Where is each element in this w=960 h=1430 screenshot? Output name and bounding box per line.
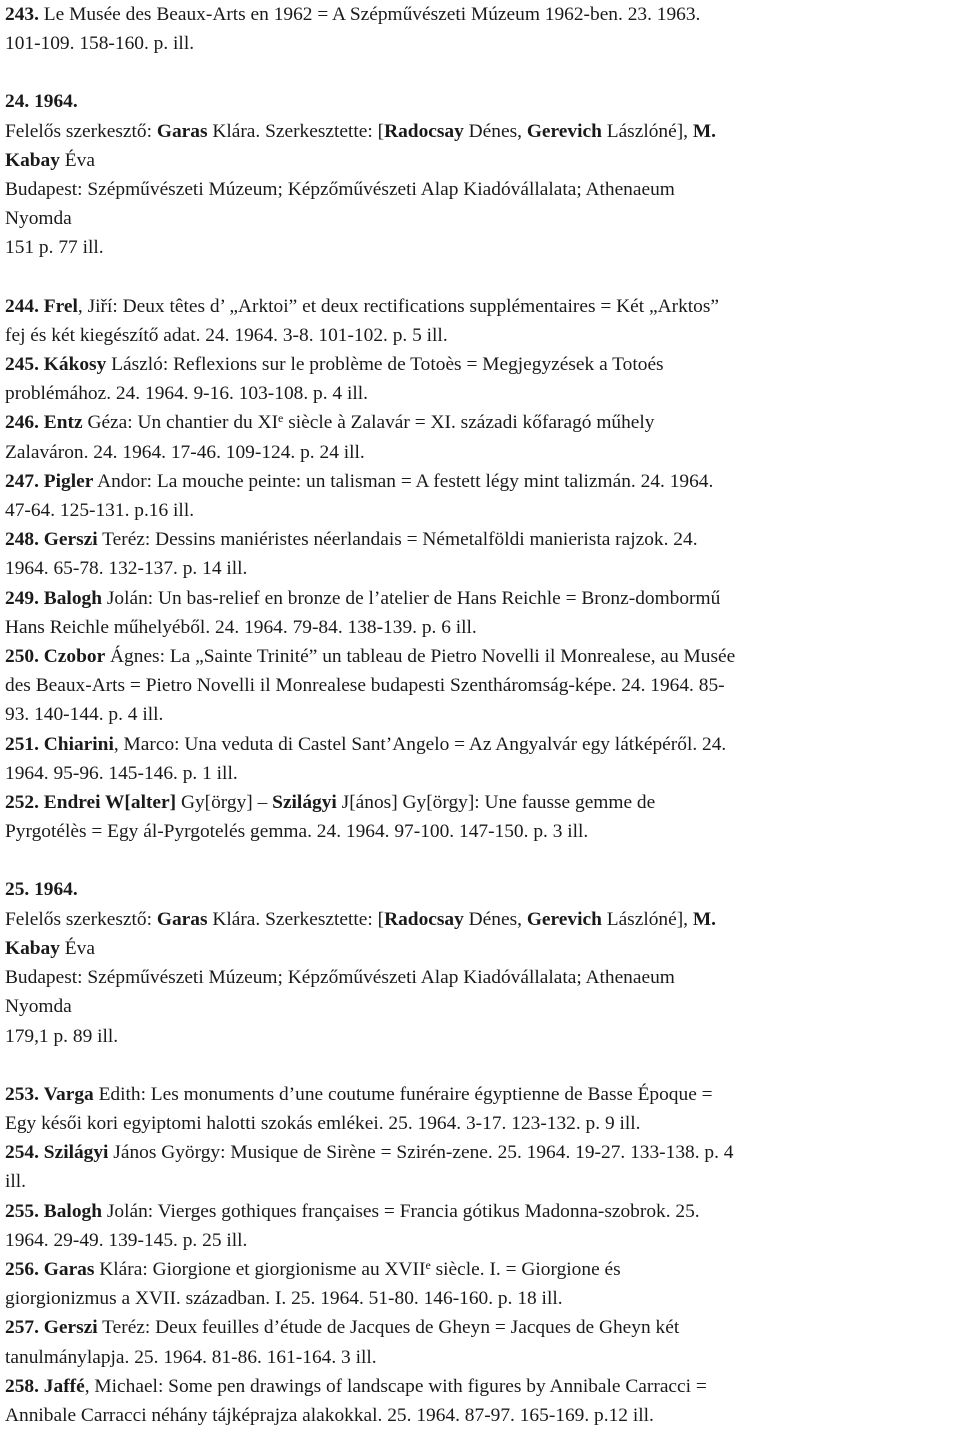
entry-number: 254. [5, 1142, 39, 1164]
entry-256 [5, 1255, 956, 1313]
entry-text: , Jiří: Deux têtes d’ „Arktoi” et deux rectifications supplémentaires = Két „Arktos” [77, 295, 720, 317]
entry-line [5, 408, 956, 437]
entry-line: ill. [5, 1171, 27, 1193]
entry-text: , Michael: Some pen drawings of landscape with figures by Annibale Carracci = [84, 1375, 707, 1397]
entry-line [5, 1313, 956, 1342]
editor-name: Kabay [5, 149, 60, 171]
author-name: Jaffé [43, 1375, 85, 1397]
entry-number: 248. [5, 529, 39, 551]
spacer [5, 263, 956, 292]
author-name: Balogh [43, 1200, 102, 1222]
entry-number: 251. [5, 733, 39, 755]
entry-text: Teréz: Dessins maniéristes néerlandais = Németalföldi manierista rajzok. 24. [97, 529, 698, 551]
entry-line: des Beaux-Arts = Pietro Novelli il Monrealese budapesti Szentháromság-képe. 24. 1964. 85- [5, 675, 725, 697]
entry-text: Jolán: Un bas-relief en bronze de l’atelier de Hans Reichle = Bronz-dombormű [102, 587, 721, 609]
entry-number: 246. [5, 412, 39, 434]
entry-line: 1964. 65-78. 132-137. p. 14 ill. [5, 558, 248, 580]
entry-line: 101-109. 158-160. p. ill. [5, 33, 195, 55]
entry-text: László: Reflexions sur le problème de Totoès = Megjegyzések a Totoés [106, 354, 664, 376]
editor-name: Gerevich [526, 908, 602, 930]
entry-number: 256. [5, 1258, 39, 1280]
entry-number: 250. [5, 646, 39, 668]
volume-heading [5, 875, 956, 904]
label: Dénes, [463, 120, 527, 142]
volume-24-header [5, 87, 956, 262]
editor-line [5, 934, 956, 963]
entry-258 [5, 1372, 956, 1430]
entry-line: fej és két kiegészítő adat. 24. 1964. 3-8. 101-102. p. 5 ill. [5, 324, 448, 346]
author-name: Balogh [43, 587, 102, 609]
entry-text: Edith: Les monuments d’une coutume funéraire égyptienne de Basse Époque = [93, 1083, 713, 1105]
entry-line [5, 788, 956, 817]
entry-line [5, 1255, 956, 1284]
entry-251 [5, 730, 956, 788]
author-name: Frel [43, 295, 78, 317]
volume-number: 24. 1964. [5, 91, 78, 113]
entry-text: Ágnes: La „Sainte Trinité” un tableau de Pietro Novelli il Monrealese, au Musée [105, 646, 736, 668]
entry-text: Jolán: Vierges gothiques françaises = Francia gótikus Madonna-szobrok. 25. [102, 1200, 700, 1222]
entry-247 [5, 467, 956, 525]
entry-254 [5, 1138, 956, 1196]
entry-line [5, 1080, 956, 1109]
entry-line: 1964. 95-96. 145-146. p. 1 ill. [5, 762, 238, 784]
entry-text: Gy[örgy] – [176, 792, 273, 814]
entry-text: Le Musée des Beaux-Arts en 1962 = A Szépművészeti Múzeum 1962-ben. 23. 1963. [38, 4, 701, 25]
superscript: e [278, 411, 284, 426]
entry-line [5, 584, 956, 613]
label: Éva [59, 937, 95, 959]
publisher-line: Nyomda [5, 208, 72, 230]
author-name: Entz [43, 412, 83, 434]
entry-number: 247. [5, 470, 39, 492]
entry-line: 1964. 29-49. 139-145. p. 25 ill. [5, 1229, 248, 1251]
entry-248 [5, 525, 956, 583]
entry-246 [5, 408, 956, 466]
entry-number: 255. [5, 1200, 39, 1222]
label: Éva [59, 149, 95, 171]
entry-text: Géza: Un chantier du XI [82, 412, 279, 434]
entry-line [5, 292, 956, 321]
entry-253 [5, 1080, 956, 1138]
entry-252 [5, 788, 956, 846]
label: Klára. Szerkesztette: [ [207, 120, 385, 142]
entry-257 [5, 1313, 956, 1371]
entry-number: 245. [5, 354, 39, 376]
entry-number: 258. [5, 1375, 39, 1397]
label: Lászlóné], [601, 120, 693, 142]
entry-250 [5, 642, 956, 730]
entry-line [5, 642, 956, 671]
label: Felelős szerkesztő: [5, 120, 157, 142]
editor-name: Radocsay [384, 908, 464, 930]
author-name: Szilágyi [272, 792, 337, 814]
entry-number: 249. [5, 587, 39, 609]
entry-number: 253. [5, 1083, 39, 1105]
entry-line: problémához. 24. 1964. 9-16. 103-108. p. 4 ill. [5, 383, 368, 405]
entry-line [5, 730, 956, 759]
author-name: Gerszi [43, 529, 98, 551]
entry-line [5, 350, 956, 379]
label: Lászlóné], [601, 908, 693, 930]
entry-line [5, 525, 956, 554]
volume-number: 25. 1964. [5, 879, 78, 901]
author-name: Chiarini [43, 733, 114, 755]
editor-name: Kabay [5, 937, 60, 959]
publisher-line: Budapest: Szépművészeti Múzeum; Képzőművészeti Alap Kiadóvállalata; Athenaeum [5, 179, 675, 201]
entry-line: 93. 140-144. p. 4 ill. [5, 704, 164, 726]
entry-text: siècle à Zalavár = XI. századi kőfaragó műhely [283, 412, 655, 434]
entry-text: Teréz: Deux feuilles d’étude de Jacques de Gheyn = Jacques de Gheyn két [97, 1317, 680, 1339]
editor-initial: M. [692, 120, 717, 142]
label: Klára. Szerkesztette: [ [207, 908, 385, 930]
volume-heading [5, 87, 956, 116]
entry-line: giorgionizmus a XVII. században. I. 25. 1964. 51-80. 146-160. p. 18 ill. [5, 1288, 563, 1310]
entry-line: Annibale Carracci néhány tájképrajza alakokkal. 25. 1964. 87-97. 165-169. p.12 ill. [5, 1404, 654, 1426]
entries-vol-24 [5, 292, 956, 847]
author-name: Gerszi [43, 1317, 98, 1339]
editor-line [5, 146, 956, 175]
entry-text: Andor: La mouche peinte: un talisman = A festett légy mint talizmán. 24. 1964. [93, 470, 714, 492]
author-name: Czobor [43, 646, 106, 668]
entry-line [5, 467, 956, 496]
entry-245 [5, 350, 956, 408]
entry-number: 257. [5, 1317, 39, 1339]
entry-number: 244. [5, 295, 39, 317]
entry-244 [5, 292, 956, 350]
superscript: e [425, 1257, 431, 1272]
entry-text: , Marco: Una veduta di Castel Sant’Angelo = Az Angyalvár egy látképéről. 24. [113, 733, 727, 755]
entry-text: Klára: Giorgione et giorgionisme au XVII [94, 1258, 426, 1280]
entry-line: 47-64. 125-131. p.16 ill. [5, 500, 195, 522]
entry-line [5, 0, 956, 29]
author-name: Varga [43, 1083, 94, 1105]
entry-line: Egy késői kori egyiptomi halotti szokás emlékei. 25. 1964. 3-17. 123-132. p. 9 ill. [5, 1112, 641, 1134]
editor-name: Radocsay [384, 120, 464, 142]
entry-number: 252. [5, 792, 39, 814]
author-name: Kákosy [43, 354, 107, 376]
entry-text: J[ános] Gy[örgy]: Une fausse gemme de [336, 792, 656, 814]
entry-line: Hans Reichle műhelyéből. 24. 1964. 79-84. 138-139. p. 6 ill. [5, 616, 477, 638]
author-name: Szilágyi [43, 1142, 109, 1164]
editor-initial: M. [692, 908, 717, 930]
volume-25-header [5, 875, 956, 1050]
editor-line [5, 117, 956, 146]
author-name: Pigler [43, 470, 94, 492]
extent-line: 151 p. 77 ill. [5, 237, 104, 259]
entry-249 [5, 584, 956, 642]
entry-line [5, 1138, 956, 1167]
label: Felelős szerkesztő: [5, 908, 157, 930]
extent-line: 179,1 p. 89 ill. [5, 1025, 119, 1047]
editor-name: Gerevich [526, 120, 602, 142]
entry-line: tanulmánylapja. 25. 1964. 81-86. 161-164. 3 ill. [5, 1346, 377, 1368]
entry-text: János György: Musique de Sirène = Szirén-zene. 25. 1964. 19-27. 133-138. p. 4 [108, 1142, 734, 1164]
entries-vol-25 [5, 1080, 956, 1430]
author-name: Garas [43, 1258, 95, 1280]
spacer [5, 1051, 956, 1080]
publisher-line: Budapest: Szépművészeti Múzeum; Képzőművészeti Alap Kiadóvállalata; Athenaeum [5, 967, 675, 989]
entry-text: siècle. I. = Giorgione és [430, 1258, 621, 1280]
publisher-line: Nyomda [5, 996, 72, 1018]
entry-number: 243. [5, 4, 39, 25]
entry-255 [5, 1197, 956, 1255]
spacer [5, 846, 956, 875]
editor-name: Garas [156, 120, 208, 142]
entry-line: Pyrgotélès = Egy ál-Pyrgotelés gemma. 24. 1964. 97-100. 147-150. p. 3 ill. [5, 821, 589, 843]
label: Dénes, [463, 908, 527, 930]
author-name: Endrei W[alter] [43, 792, 177, 814]
entry-line [5, 1197, 956, 1226]
editor-name: Garas [156, 908, 208, 930]
editor-line [5, 905, 956, 934]
entry-line: Zalaváron. 24. 1964. 17-46. 109-124. p. 24 ill. [5, 441, 365, 463]
entry-line [5, 1372, 956, 1401]
entry-243 [5, 0, 956, 58]
spacer [5, 58, 956, 87]
